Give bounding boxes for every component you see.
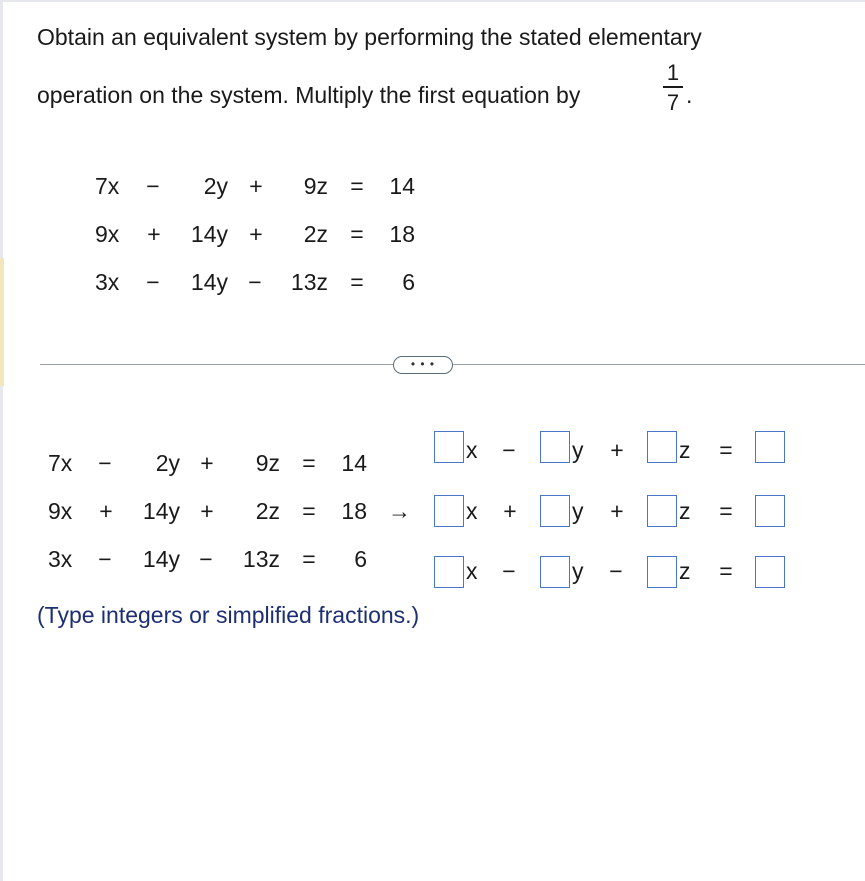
operator: + — [249, 221, 263, 247]
x-coefficient-input[interactable] — [434, 495, 464, 527]
right-arrow-icon: → — [388, 498, 411, 524]
y-coefficient-input[interactable] — [540, 431, 570, 463]
operator: + — [249, 173, 263, 199]
term-y: 2y — [203, 173, 228, 199]
term-y: 14y — [190, 221, 228, 247]
operator: + — [147, 221, 161, 247]
variable-x: x — [466, 437, 478, 463]
operator: − — [248, 269, 262, 295]
rhs-value: 6 — [354, 546, 367, 572]
equals-sign: = — [350, 269, 364, 295]
term-x: 9x — [95, 221, 120, 247]
term-z: 9z — [255, 450, 280, 476]
term-y: 14y — [190, 269, 228, 295]
variable-z: z — [679, 558, 691, 584]
x-coefficient-input[interactable] — [434, 556, 464, 588]
x-coefficient-input[interactable] — [434, 431, 464, 463]
equals-sign: = — [719, 437, 733, 463]
left-frame-border — [0, 0, 3, 881]
term-z: 2z — [255, 498, 280, 524]
term-y: 2y — [155, 450, 180, 476]
operator: + — [200, 450, 214, 476]
rhs-input[interactable] — [755, 556, 785, 588]
variable-y: y — [572, 498, 584, 524]
variable-x: x — [466, 558, 478, 584]
equals-sign: = — [719, 558, 733, 584]
rhs-value: 14 — [341, 450, 367, 476]
equals-sign: = — [302, 450, 316, 476]
left-accent-strip — [0, 258, 4, 386]
rhs-value: 14 — [389, 173, 415, 199]
term-z: 13z — [242, 546, 280, 572]
term-y: 14y — [142, 498, 180, 524]
rhs-value: 6 — [402, 269, 415, 295]
term-y: 14y — [142, 546, 180, 572]
operator: − — [199, 546, 213, 572]
fraction-bar — [663, 86, 683, 88]
operator: − — [146, 269, 160, 295]
z-coefficient-input[interactable] — [647, 431, 677, 463]
top-frame-border — [0, 0, 865, 2]
operator: − — [502, 437, 516, 463]
operator: − — [502, 558, 516, 584]
z-coefficient-input[interactable] — [647, 495, 677, 527]
operator: + — [610, 437, 624, 463]
z-coefficient-input[interactable] — [647, 556, 677, 588]
y-coefficient-input[interactable] — [540, 556, 570, 588]
term-x: 7x — [95, 173, 120, 199]
operator: + — [503, 498, 517, 524]
equals-sign: = — [302, 546, 316, 572]
operator: + — [610, 498, 624, 524]
fraction-numerator: 1 — [666, 60, 680, 85]
y-coefficient-input[interactable] — [540, 495, 570, 527]
variable-x: x — [466, 498, 478, 524]
term-z: 9z — [303, 173, 328, 199]
rhs-input[interactable] — [755, 495, 785, 527]
operator: + — [200, 498, 214, 524]
variable-z: z — [679, 498, 691, 524]
rhs-value: 18 — [389, 221, 415, 247]
operator: − — [98, 546, 112, 572]
operator: − — [98, 450, 112, 476]
term-x: 3x — [95, 269, 120, 295]
fraction-period: . — [686, 82, 693, 108]
question-line-1: Obtain an equivalent system by performing the stated elementary — [37, 24, 702, 50]
equals-sign: = — [302, 498, 316, 524]
equals-sign: = — [350, 173, 364, 199]
term-x: 7x — [48, 450, 73, 476]
operator: + — [99, 498, 113, 524]
equals-sign: = — [350, 221, 364, 247]
operator: − — [609, 558, 623, 584]
term-z: 2z — [303, 221, 328, 247]
equals-sign: = — [719, 498, 733, 524]
variable-z: z — [679, 437, 691, 463]
term-x: 9x — [48, 498, 73, 524]
fraction-one-seventh — [663, 60, 683, 115]
variable-y: y — [572, 437, 584, 463]
rhs-input[interactable] — [755, 431, 785, 463]
rhs-value: 18 — [341, 498, 367, 524]
operator: − — [146, 173, 160, 199]
variable-y: y — [572, 558, 584, 584]
more-options-button[interactable]: • • • — [393, 356, 453, 374]
answer-format-hint: (Type integers or simplified fractions.) — [37, 602, 420, 628]
term-x: 3x — [48, 546, 73, 572]
term-z: 13z — [290, 269, 328, 295]
fraction-denominator: 7 — [666, 90, 680, 115]
question-line-2: operation on the system. Multiply the first equation by — [37, 82, 581, 108]
